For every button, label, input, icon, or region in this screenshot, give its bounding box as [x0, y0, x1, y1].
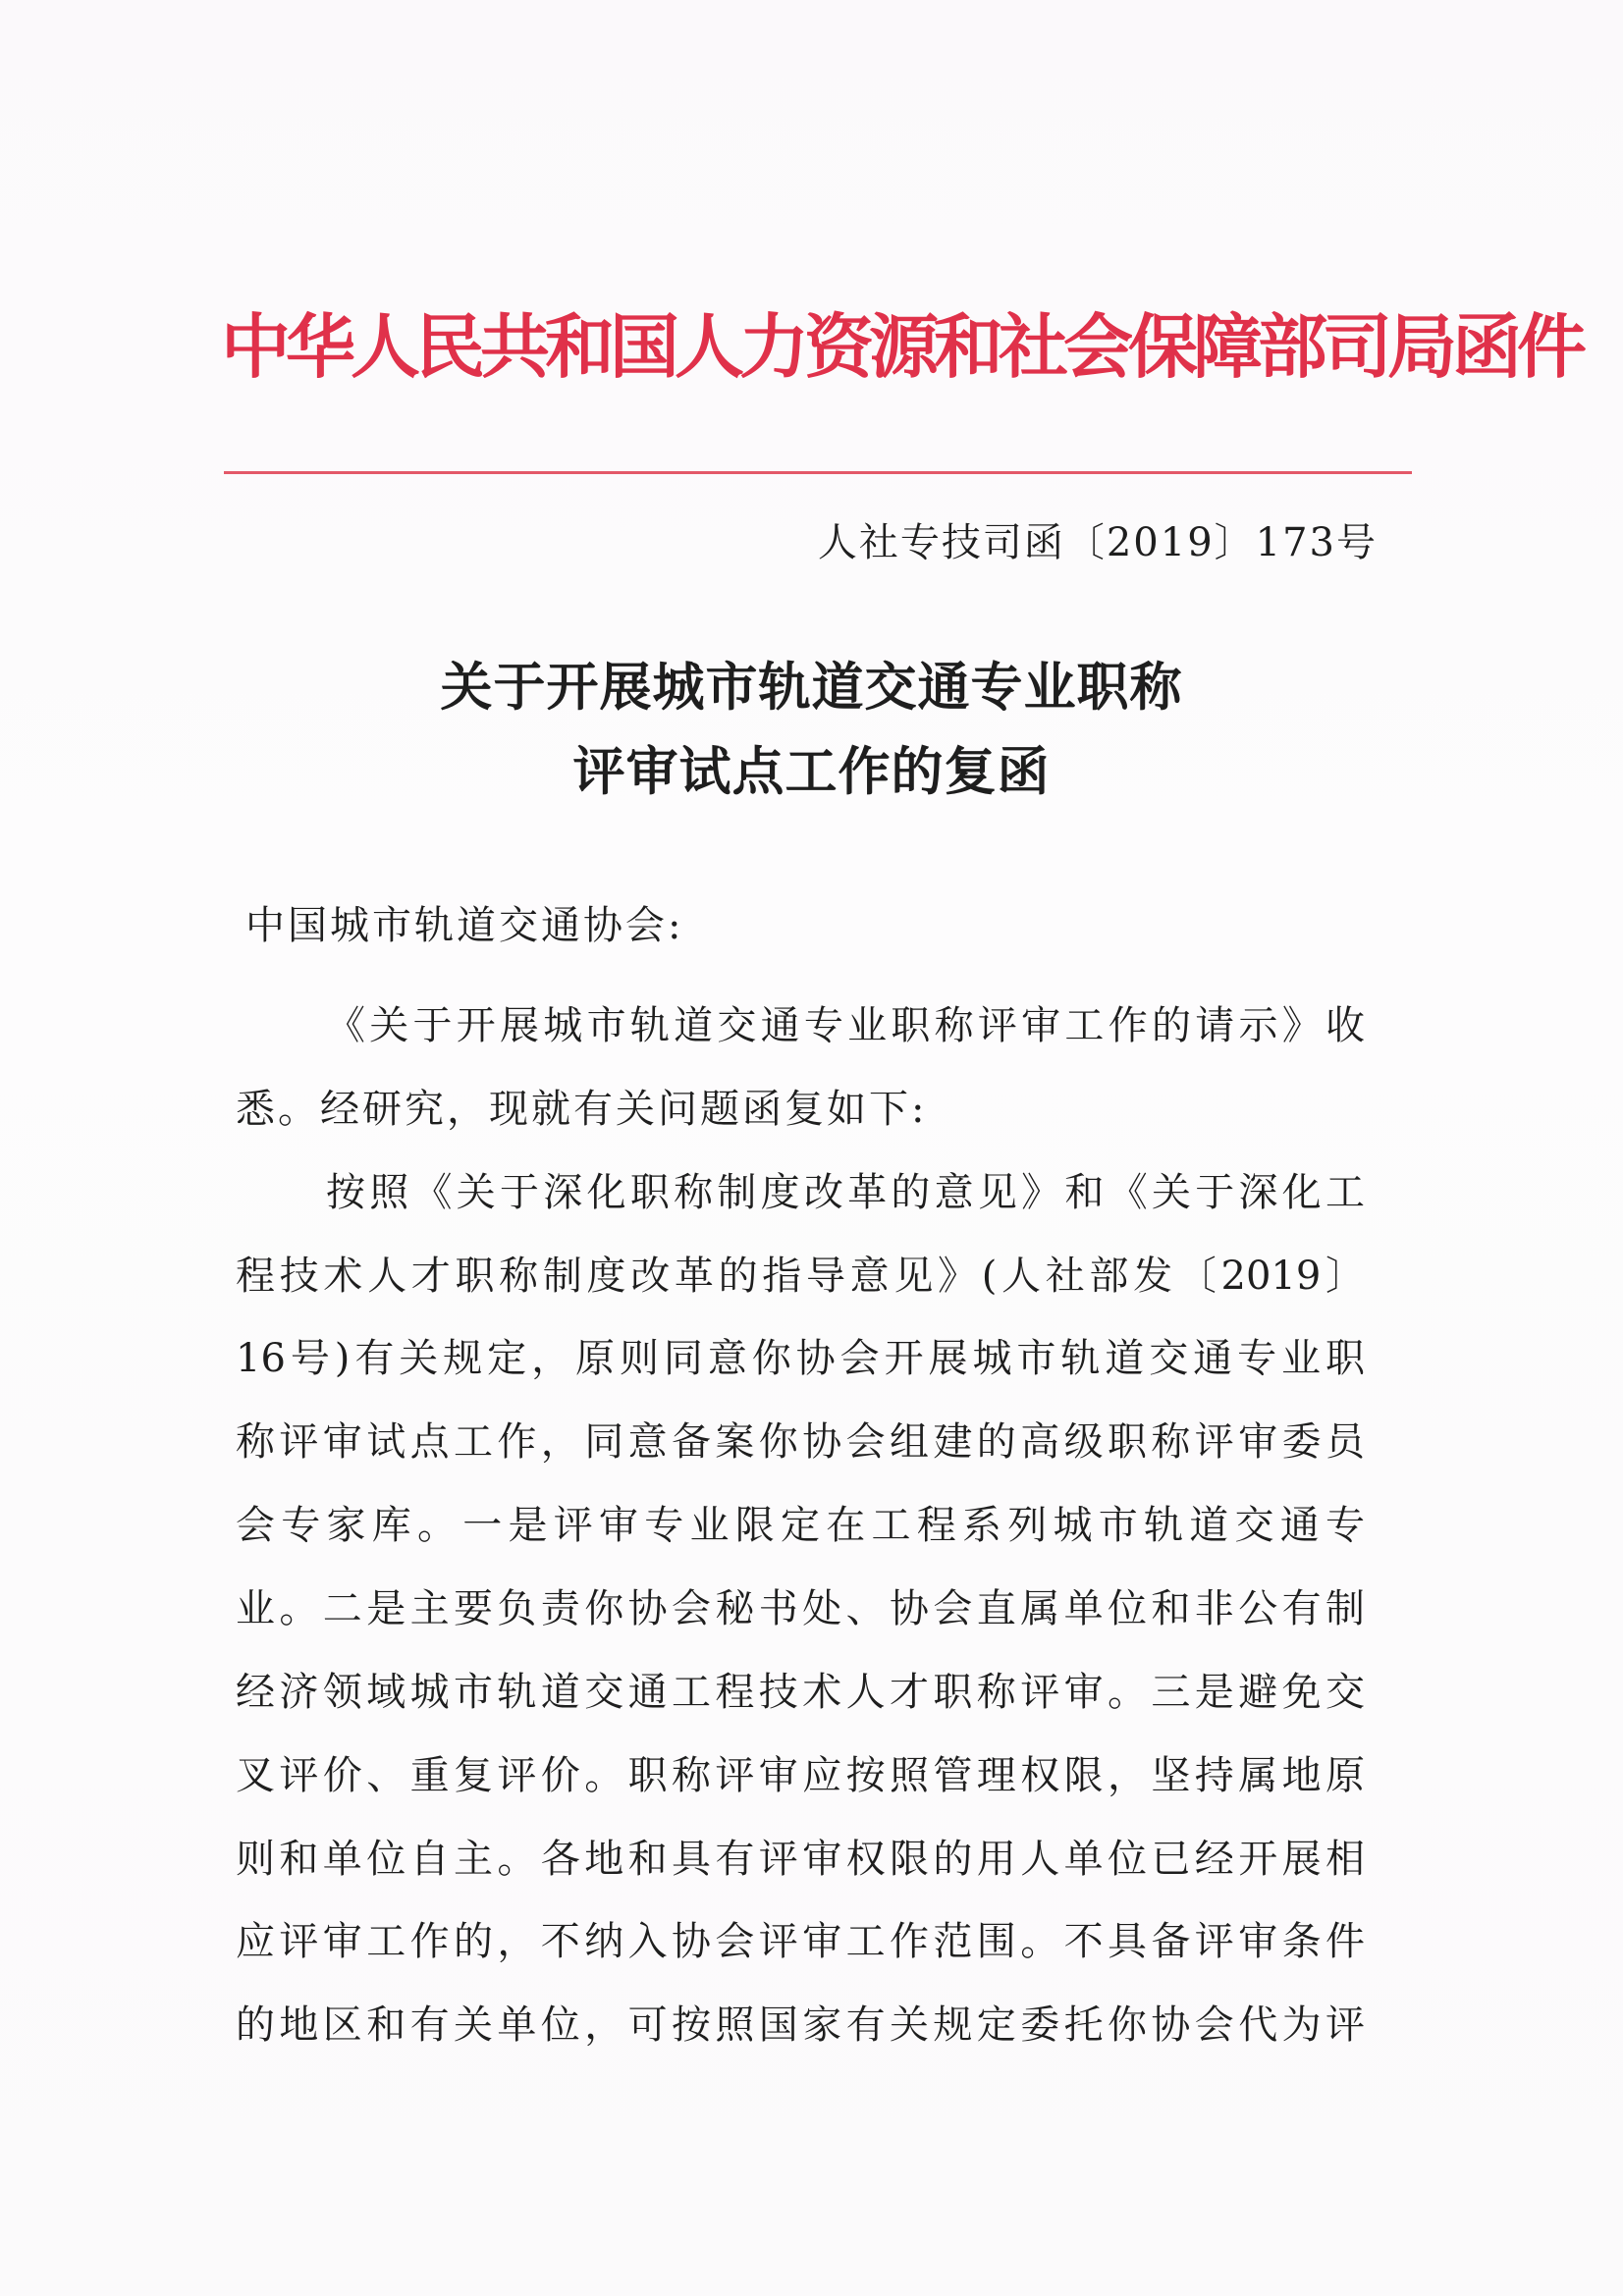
body-paragraph-line: 则和单位自主。各地和具有评审权限的用人单位已经开展相 — [236, 1837, 1365, 1882]
body-paragraph-line: 的地区和有关单位，可按照国家有关规定委托你协会代为评 — [236, 2002, 1365, 2048]
document-title-line-1: 关于开展城市轨道交通专业职称 — [440, 658, 1183, 718]
letterhead-divider — [224, 471, 1412, 474]
body-paragraph-line: 《关于开展城市轨道交通专业职称评审工作的请示》收 — [326, 1003, 1365, 1048]
salutation: 中国城市轨道交通协会: — [245, 903, 684, 948]
body-paragraph-line: 会专家库。一是评审专业限定在工程系列城市轨道交通专 — [236, 1503, 1365, 1548]
letterhead-title: 中华人民共和国人力资源和社会保障部司局函件 — [221, 306, 1583, 388]
body-paragraph-line: 经济领域城市轨道交通工程技术人才职称评审。三是避免交 — [236, 1670, 1365, 1715]
body-paragraph-line: 按照《关于深化职称制度改革的意见》和《关于深化工 — [326, 1170, 1365, 1215]
body-paragraph-line: 叉评价、重复评价。职称评审应按照管理权限，坚持属地原 — [236, 1753, 1365, 1798]
body-paragraph-line: 程技术人才职称制度改革的指导意见》(人社部发〔2019〕 — [236, 1254, 1365, 1299]
body-paragraph-line: 16号)有关规定，原则同意你协会开展城市轨道交通专业职 — [236, 1336, 1365, 1381]
body-paragraph-line: 悉。经研究，现就有关问题函复如下: — [236, 1087, 928, 1132]
body-paragraph-line: 业。二是主要负责你协会秘书处、协会直属单位和非公有制 — [236, 1586, 1365, 1631]
document-number: 人社专技司函〔2019〕173号 — [817, 520, 1378, 565]
body-paragraph-line: 称评审试点工作，同意备案你协会组建的高级职称评审委员 — [236, 1419, 1365, 1465]
document-title-line-2: 评审试点工作的复函 — [572, 742, 1051, 802]
body-paragraph-line: 应评审工作的，不纳入协会评审工作范围。不具备评审条件 — [236, 1919, 1365, 1964]
